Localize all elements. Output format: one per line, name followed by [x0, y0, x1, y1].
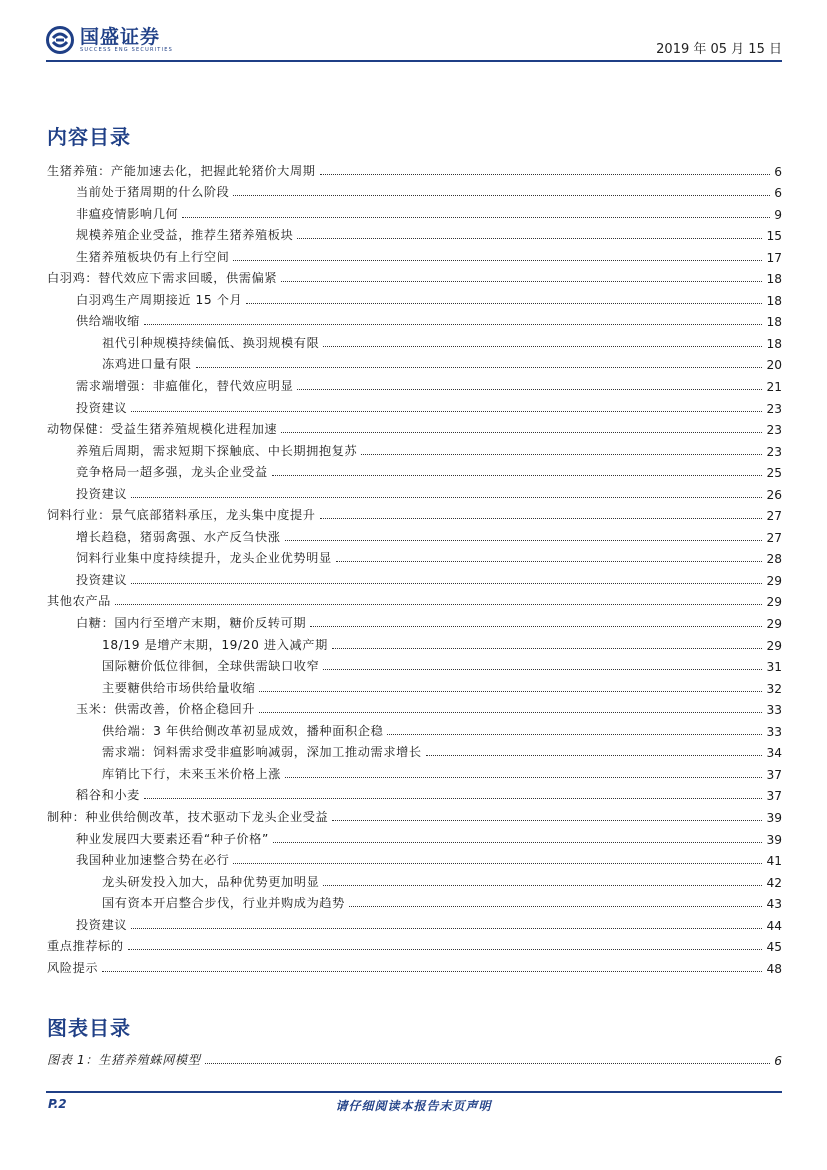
toc-entry-title: 其他农产品 — [47, 594, 111, 609]
toc-entry[interactable] — [47, 933, 782, 955]
toc-leader-dots — [361, 454, 762, 455]
header-divider — [46, 60, 782, 62]
toc-entry-title: 当前处于猪周期的什么阶段 — [76, 185, 230, 200]
toc-entry-page: 29 — [766, 573, 782, 588]
toc-entry[interactable] — [47, 243, 782, 265]
toc-entry[interactable] — [47, 502, 782, 524]
toc-entry-page: 28 — [766, 552, 782, 567]
toc-entry-title: 生猪养殖板块仍有上行空间 — [76, 249, 230, 264]
toc-entry-page: 6 — [774, 1053, 782, 1068]
toc-entry-page: 29 — [766, 595, 782, 610]
toc-entry[interactable] — [47, 200, 782, 222]
toc-leader-dots — [196, 367, 763, 368]
toc-leader-dots — [323, 346, 762, 347]
toc-entry[interactable] — [47, 329, 782, 351]
toc-entry[interactable] — [47, 803, 782, 825]
toc-entry-title: 白羽鸡：替代效应下需求回暖，供需偏紧 — [47, 271, 278, 286]
toc-leader-dots — [128, 949, 763, 950]
toc-entry-page: 45 — [766, 940, 782, 955]
toc-entry[interactable] — [47, 696, 782, 718]
toc-entry-title: 风险提示 — [47, 960, 99, 975]
toc-entry-page: 20 — [766, 358, 782, 373]
toc-entry-page: 39 — [766, 832, 782, 847]
toc-leader-dots — [131, 583, 762, 584]
toc-leader-dots — [144, 798, 763, 799]
toc-entry-title: 18/19 是增产末期，19/20 进入减产期 — [102, 637, 328, 652]
toc-entry-page: 25 — [766, 466, 782, 481]
toc-entry-title: 龙头研发投入加大，品种优势更加明显 — [102, 874, 320, 889]
toc-leader-dots — [281, 281, 762, 282]
toc-entry-page: 41 — [766, 854, 782, 869]
toc-entry-title: 库销比下行，未来玉米价格上涨 — [102, 766, 282, 781]
toc-entry[interactable] — [47, 717, 782, 739]
toc-entry[interactable] — [47, 179, 782, 201]
toc-title: 内容目录 — [47, 125, 131, 149]
toc-entry-title: 国有资本开启整合步伐，行业并购成为趋势 — [102, 896, 345, 911]
toc-entry[interactable] — [47, 588, 782, 610]
toc-entry-title: 动物保健：受益生猪养殖规模化进程加速 — [47, 422, 278, 437]
toc-leader-dots — [131, 497, 762, 498]
toc-entry[interactable] — [47, 394, 782, 416]
toc-entry-page: 44 — [766, 918, 782, 933]
footer-disclaimer: 请仔细阅读本报告末页声明 — [335, 1099, 492, 1113]
toc-entry[interactable] — [47, 868, 782, 890]
toc-entry-page: 6 — [774, 186, 782, 201]
toc-leader-dots — [233, 260, 762, 261]
toc-entry-page: 17 — [766, 250, 782, 265]
toc-entry-page: 18 — [766, 336, 782, 351]
toc-leader-dots — [349, 906, 763, 907]
toc-entry-page: 39 — [766, 810, 782, 825]
toc-entry[interactable] — [47, 157, 782, 179]
toc-entry-title: 投资建议 — [76, 486, 128, 501]
toc-leader-dots — [297, 389, 762, 390]
toc-entry-page: 37 — [766, 767, 782, 782]
toc-entry-page: 27 — [766, 530, 782, 545]
toc-entry[interactable] — [47, 459, 782, 481]
toc-leader-dots — [332, 648, 763, 649]
page-number: P.2 — [48, 1097, 67, 1111]
report-date: 2019 年 05 月 15 日 — [656, 42, 782, 57]
toc-entry-page: 23 — [766, 423, 782, 438]
toc-entry[interactable] — [47, 631, 782, 653]
toc-entry-title: 需求端增强：非瘟催化，替代效应明显 — [76, 379, 294, 394]
toc-leader-dots — [297, 238, 762, 239]
toc-entry-title: 增长趋稳，猪弱禽强、水产反刍快涨 — [76, 529, 281, 544]
toc-entry[interactable] — [47, 653, 782, 675]
toc-entry-page: 48 — [766, 961, 782, 976]
figure-toc-list — [47, 1046, 782, 1068]
toc-leader-dots — [320, 518, 763, 519]
toc-entry[interactable] — [47, 480, 782, 502]
toc-entry-title: 生猪养殖：产能加速去化，把握此轮猪价大周期 — [47, 163, 316, 178]
toc-leader-dots — [131, 928, 762, 929]
toc-entry-title: 祖代引种规模持续偏低、换羽规模有限 — [102, 335, 320, 350]
toc-leader-dots — [285, 540, 763, 541]
logo-name-cn: 国盛证券 — [80, 25, 161, 48]
toc-leader-dots — [246, 303, 762, 304]
toc-leader-dots — [144, 324, 763, 325]
toc-entry[interactable] — [47, 609, 782, 631]
toc-entry-page: 32 — [766, 681, 782, 696]
logo-name-en: SUCCESS ENG SECURITIES — [80, 46, 173, 53]
toc-entry[interactable] — [47, 545, 782, 567]
page-header — [46, 22, 782, 62]
toc-entry-title: 制种：种业供给侧改革，技术驱动下龙头企业受益 — [47, 809, 329, 824]
toc-entry-title: 非瘟疫情影响几何 — [76, 206, 179, 221]
footer-divider — [46, 1091, 782, 1093]
toc-entry-page: 37 — [766, 789, 782, 804]
toc-entry-page: 27 — [766, 509, 782, 524]
toc-entry[interactable] — [47, 954, 782, 976]
toc-leader-dots — [336, 561, 763, 562]
company-logo — [46, 26, 173, 54]
toc-entry-title: 供给端收缩 — [76, 314, 140, 329]
toc-entry-page: 29 — [766, 617, 782, 632]
toc-leader-dots — [272, 475, 763, 476]
toc-entry[interactable] — [47, 847, 782, 869]
toc-entry[interactable] — [47, 566, 782, 588]
toc-entry-page: 31 — [766, 660, 782, 675]
toc-leader-dots — [332, 820, 762, 821]
toc-leader-dots — [387, 734, 762, 735]
toc-entry-title: 养殖后周期，需求短期下探触底、中长期拥抱复苏 — [76, 443, 358, 458]
toc-leader-dots — [205, 1063, 771, 1064]
toc-entry-title: 投资建议 — [76, 572, 128, 587]
toc-entry[interactable] — [47, 222, 782, 244]
toc-leader-dots — [310, 626, 762, 627]
toc-entry-title: 投资建议 — [76, 917, 128, 932]
toc-entry[interactable] — [47, 782, 782, 804]
toc-entry[interactable] — [47, 760, 782, 782]
toc-entry-page: 33 — [766, 724, 782, 739]
toc-leader-dots — [281, 432, 762, 433]
toc-entry-title: 玉米：供需改善，价格企稳回升 — [76, 702, 256, 717]
toc-entry[interactable] — [47, 416, 782, 438]
toc-leader-dots — [323, 885, 762, 886]
toc-entry[interactable] — [47, 308, 782, 330]
toc-leader-dots — [115, 604, 763, 605]
toc-entry-page: 29 — [766, 638, 782, 653]
toc-leader-dots — [285, 777, 762, 778]
toc-entry-title: 白糖：国内行至增产末期，糖价反转可期 — [76, 616, 307, 631]
toc-entry-title: 国际糖价低位徘徊，全球供需缺口收窄 — [102, 659, 320, 674]
toc-entry-page: 33 — [766, 703, 782, 718]
toc-entry-title: 图表 1：生猪养殖蛛网模型 — [47, 1052, 201, 1067]
toc-leader-dots — [102, 971, 762, 972]
toc-entry-title: 我国种业加速整合势在必行 — [76, 853, 230, 868]
toc-leader-dots — [323, 669, 762, 670]
toc-entry-page: 18 — [766, 293, 782, 308]
toc-entry-page: 42 — [766, 875, 782, 890]
toc-entry-title: 供给端：3 年供给侧改革初显成效，播种面积企稳 — [102, 723, 384, 738]
toc-entry-page: 23 — [766, 444, 782, 459]
toc-leader-dots — [259, 691, 762, 692]
toc-entry-title: 白羽鸡生产周期接近 15 个月 — [76, 292, 243, 307]
toc-entry[interactable] — [47, 1046, 782, 1068]
toc-entry-title: 重点推荐标的 — [47, 939, 124, 954]
toc-entry-title: 稻谷和小麦 — [76, 788, 140, 803]
toc-entry-page: 9 — [774, 207, 782, 222]
toc-entry-title: 冻鸡进口量有限 — [102, 357, 192, 372]
toc-leader-dots — [182, 217, 770, 218]
toc-entry[interactable] — [47, 286, 782, 308]
toc-entry[interactable] — [47, 911, 782, 933]
toc-entry-page: 15 — [766, 229, 782, 244]
toc-entry-page: 26 — [766, 487, 782, 502]
toc-leader-dots — [131, 411, 762, 412]
toc-entry-title: 需求端：饲料需求受非瘟影响减弱，深加工推动需求增长 — [102, 745, 422, 760]
toc-entry-page: 21 — [766, 380, 782, 395]
logo-icon — [46, 26, 74, 54]
toc-entry-page: 43 — [766, 897, 782, 912]
toc-entry-page: 23 — [766, 401, 782, 416]
toc-entry[interactable] — [47, 265, 782, 287]
toc-entry[interactable] — [47, 437, 782, 459]
toc-entry-title: 竞争格局一超多强，龙头企业受益 — [76, 465, 268, 480]
toc-entry[interactable] — [47, 739, 782, 761]
toc-entry-page: 34 — [766, 746, 782, 761]
toc-leader-dots — [233, 863, 762, 864]
figure-toc-title: 图表目录 — [47, 1016, 131, 1040]
toc-entry-title: 投资建议 — [76, 400, 128, 415]
toc-entry[interactable] — [47, 523, 782, 545]
toc-leader-dots — [273, 842, 763, 843]
toc-entry[interactable] — [47, 825, 782, 847]
toc-entry-title: 种业发展四大要素还看“种子价格” — [76, 831, 269, 846]
toc-entry-title: 饲料行业：景气底部猪料承压，龙头集中度提升 — [47, 508, 316, 523]
toc-leader-dots — [426, 755, 763, 756]
toc-entry[interactable] — [47, 351, 782, 373]
toc-entry-title: 主要糖供给市场供给量收缩 — [102, 680, 256, 695]
toc-entry-page: 18 — [766, 272, 782, 287]
toc-entry-page: 6 — [774, 164, 782, 179]
toc-list — [47, 157, 782, 976]
toc-leader-dots — [259, 712, 762, 713]
toc-entry[interactable] — [47, 372, 782, 394]
toc-entry-title: 饲料行业集中度持续提升，龙头企业优势明显 — [76, 551, 332, 566]
toc-entry-title: 规模养殖企业受益，推荐生猪养殖板块 — [76, 228, 294, 243]
toc-leader-dots — [233, 195, 770, 196]
toc-entry[interactable] — [47, 674, 782, 696]
toc-entry-page: 18 — [766, 315, 782, 330]
toc-leader-dots — [320, 174, 771, 175]
toc-entry[interactable] — [47, 890, 782, 912]
